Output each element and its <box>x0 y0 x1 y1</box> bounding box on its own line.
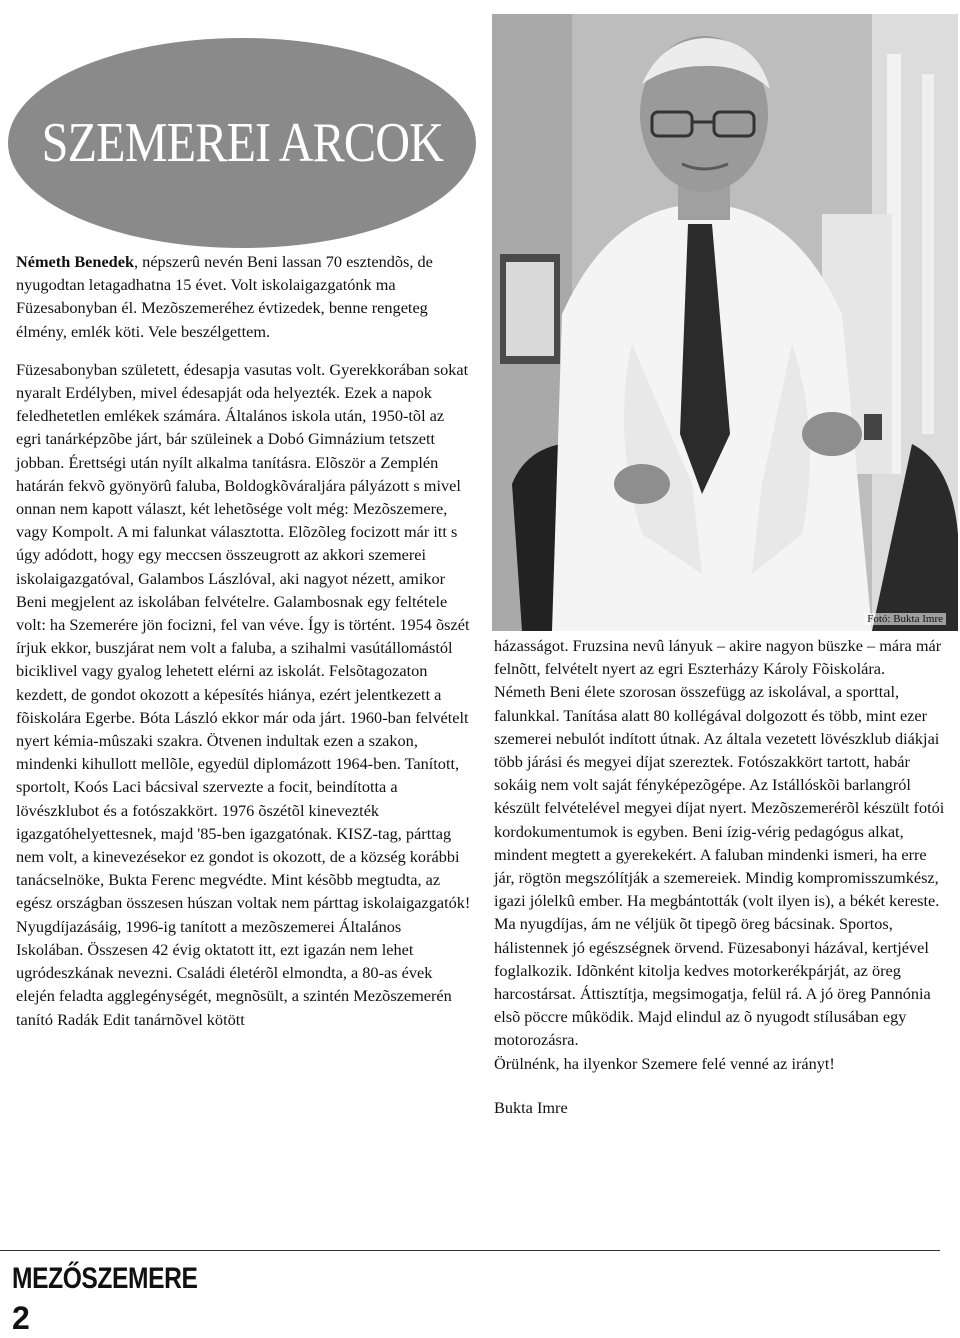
page-number: 2 <box>12 1300 30 1336</box>
photo-credit: Fotó: Bukta Imre <box>864 613 946 625</box>
left-column <box>16 250 472 1031</box>
author-signature: Bukta Imre <box>494 1097 568 1117</box>
right-paragraph-1: házasságot. Fruzsina nevû lányuk – akire nagyon büszke – mára már felnõtt, felvételt nyert az egri Eszterházy Károly Fõiskolára. <box>494 636 942 679</box>
subject-name: Németh Benedek <box>16 252 135 271</box>
intro-paragraph <box>16 250 472 343</box>
footer-divider <box>0 1250 940 1251</box>
intro-text: , népszerû nevén Beni lassan 70 esztendõs, de nyugodtan letagadhatna 15 évet. Volt iskolaigazgatónk ma Füzesabonyban él. Mezõszemeréhez évtizedek, benne rengeteg élmény, emlék köti. Vele beszélgettem. <box>16 252 433 341</box>
title-banner <box>8 38 476 248</box>
magazine-name: MEZŐSZEMERE <box>12 1262 198 1295</box>
right-column <box>494 634 950 1119</box>
portrait-illustration <box>492 14 958 631</box>
portrait-photo <box>492 14 958 631</box>
body-paragraph: Füzesabonyban született, édesapja vasutas volt. Gyerekkorában sokat nyaralt Erdélyben, mivel édesapját oda helyezték. Ezek a napok feledhetetlen emlékek számára. Általános iskola után, 1950-tõl az egri tanárképzõbe járt, bár szüleinek a Dobó Gimnázium tetszett jobban. Érettségi után nyílt alkalma tanításra. Elõször a Zemplén határán fekvõ gyönyörû faluba, Boldogkõváraljára pályázott s mivel onnan nem kapott választ, két lehetõsége volt még: Mezõszemere, vagy Kompolt. A mi falunkat választotta. Elõzõleg focizott már itt s úgy adódott, hogy egy meccsen összeugrott az akkori szemerei iskolaigazgatóval, Galambos Lászlóval, aki nagyot nézett, amikor Beni megjelent az iskolában felvételre. Galambosnak egy feltétele volt: ha Szemerére jön focizni, fel van véve. Így is történt. 1954 õszét írjuk ekkor, buszjárat nem volt a faluba, a szihalmi vasútállomástól biciklivel vagy gyalog lehetett elérni az iskolát. Felsõtagozaton kezdett, de gondot okozott a képesítés hiánya, ezért jelentkezett a fõiskolára Egerbe. Bóta László ekkor már oda járt. 1960-ban felvételt nyert kémia-mûszaki szakra. Ötvenen indultak ezen a szakon, mindenki kihullott mellõle, egyedül diplomázott 1964-ben. Tanított, sportolt, Koós Laci bácsival szervezte a focit, beindította a lövészklubot és a fotószakkört. 1976 õszétõl kinevezték igazgatóhelyettesnek, majd '85-ben igazgatónak. KISZ-tag, párttag nem volt, a kinevezésekor ez gondot is okozott, de a község korábbi tanácselnöke, Bukta Ferenc megvédte. Mint késõbb megtudta, az egész országban összesen húszan voltak nem párttag iskolaigazgatók! Nyugdíjazásáig, 1996-ig tanított a mezõszemerei Általános Iskolában. Összesen 42 évig oktatott itt, ezt igazán nem lehet ugródeszkának nevezni. Családi életérõl elmondta, a 80-as évek elején feladta agglegénységét, megnõsült, a szintén Mezõszemerén tanító Radák Edit tanárnõvel kötött <box>16 359 471 1029</box>
page-title: SZEMEREI ARCOK <box>41 112 443 174</box>
right-paragraph-2: Németh Beni élete szorosan összefügg az iskolával, a sporttal, falunkkal. Tanítása alatt 80 kollégával dolgozott és több, mint ezer szemerei nebulót indított útnak. Az általa vezetett lövészklub diákjai több járási és megyei díjat szereztek. Fotószakkört tartott, habár sokáig nem volt saját fényképezõgépe. Az Istállóskõi barlangról készült felvételével megyei díjat nyert. Mezõszemerérõl készült fotói kordokumentumok is egyben. Beni ízig-vérig pedagógus alkat, mindent megtett a gyerekekért. A faluban mindenki ismeri, ha erre jár, rögtön megszólítják a szemereiek. Mindig kompromisszumkész, igazi jólelkû ember. Ha megbántották (volt ilyen is), a békét kereste. Ma nyugdíjas, ám ne véljük õt tipegõ öreg bácsinak. Sportos, hálistennek jó egészségnek örvend. Füzesabonyi házával, kertjével foglalkozik. Idõnként kitolja kedves motorkerékpárját, az öreg harcostársat. Áttisztítja, megsimogatja, felül rá. A jó öreg Pannónia elsõ pöccre mûködik. Majd elindul az õ nyugodt stílusában egy motorozásra. <box>494 682 945 1050</box>
right-paragraph-3: Örülnénk, ha ilyenkor Szemere felé venné az irányt! <box>494 1053 835 1073</box>
